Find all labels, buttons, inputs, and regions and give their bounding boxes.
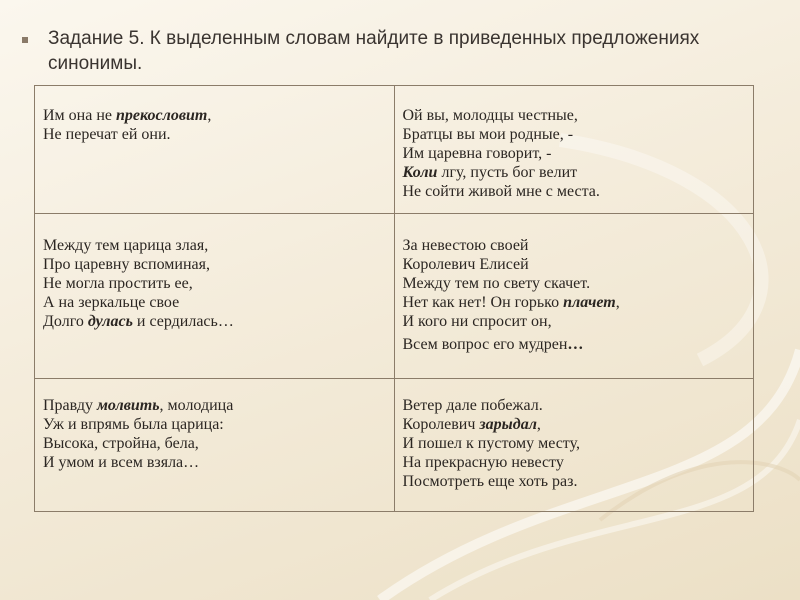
poem-line: Правду молвить, молодица [43, 397, 234, 414]
poem-line: Королевич Елисей [402, 256, 529, 273]
poem-line: Всем вопрос его мудрен… [402, 336, 586, 353]
poem-line: Им она не прекословит, [43, 107, 212, 124]
poem-line: И кого ни спросит он, [402, 313, 552, 330]
poem-line: Не могла простить ее, [43, 275, 193, 292]
poem-line: За невестою своей [402, 237, 529, 254]
highlighted-word: плачет [563, 294, 616, 311]
table-cell-right [394, 379, 754, 512]
square-bullet-icon [22, 37, 28, 43]
poem-line: На прекрасную невесту [402, 454, 564, 471]
table-row [35, 214, 754, 379]
table-cell-right [394, 214, 754, 379]
poem-line: Долго дулась и сердилась… [43, 313, 234, 330]
table-row [35, 379, 754, 512]
table-cell-left [35, 214, 395, 379]
poem-line: Нет как нет! Он горько плачет, [402, 294, 620, 311]
poem-line: Не сойти живой мне с места. [402, 183, 600, 200]
poem-line: Им царевна говорит, - [402, 145, 552, 162]
highlighted-word: прекословит [116, 107, 208, 124]
poem-line: Уж и впрямь была царица: [43, 416, 224, 433]
poem-line: И пошел к пустому месту, [402, 435, 580, 452]
task-text: Задание 5. К выделенным словам найдите в приведенных предложениях синонимы. [48, 28, 700, 74]
poem-line: Ветер дале побежал. [402, 397, 543, 414]
poem-line: Королевич зарыдал, [402, 416, 541, 433]
poem-line: А на зеркальце свое [43, 294, 180, 311]
highlighted-word: зарыдал [479, 416, 537, 433]
highlighted-word: дулась [87, 313, 133, 330]
poem-line: Братцы вы мои родные, - [402, 126, 574, 143]
poem-line: Про царевну вспоминая, [43, 256, 210, 273]
table-row [35, 86, 754, 214]
ellipsis: … [567, 336, 586, 353]
task-heading [22, 26, 762, 76]
poem-line: Высока, стройна, бела, [43, 435, 199, 452]
poem-line: Между тем царица злая, [43, 237, 209, 254]
highlighted-word: молвить [96, 397, 160, 414]
poem-line: И умом и всем взяла… [43, 454, 200, 471]
poem-line: Не перечат ей они. [43, 126, 171, 143]
table-cell-left [35, 379, 395, 512]
table-cell-left [35, 86, 395, 214]
poem-line: Коли лгу, пусть бог велит [402, 164, 578, 181]
poem-table [34, 85, 754, 512]
poem-line: Ой вы, молодцы честные, [402, 107, 578, 124]
highlighted-word: Коли [402, 164, 438, 181]
table-cell-right [394, 86, 754, 214]
poem-line: Между тем по свету скачет. [402, 275, 591, 292]
poem-line: Посмотреть еще хоть раз. [402, 473, 578, 490]
